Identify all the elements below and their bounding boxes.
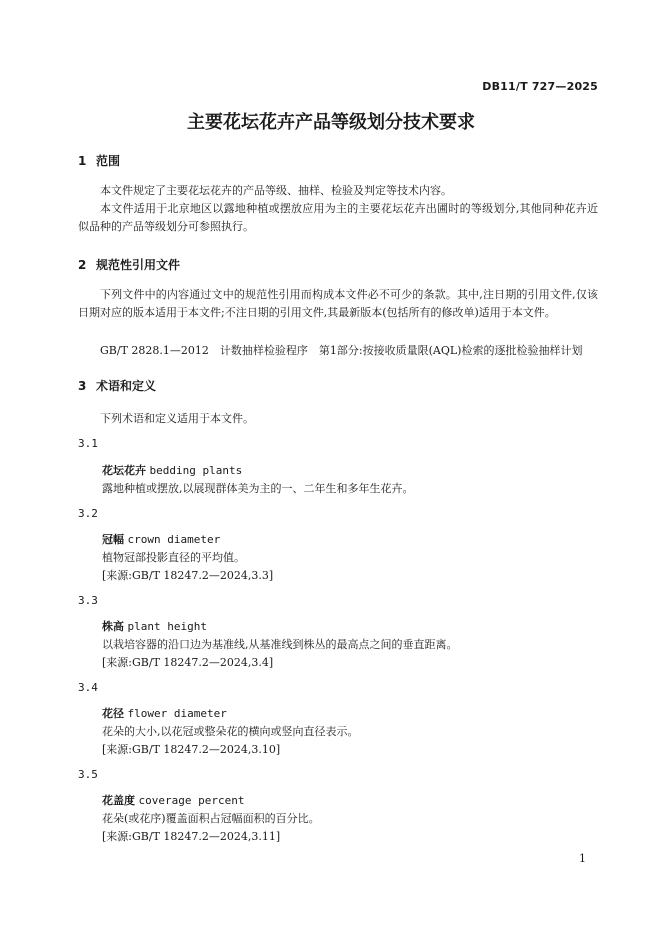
- term-zh: 花坛花卉: [102, 464, 146, 477]
- section-1-heading: [78, 152, 120, 169]
- page-number: 1: [579, 852, 586, 865]
- term-entry: [102, 792, 244, 808]
- term-definition: 花朵的大小,以花冠或整朵花的横向或竖向直径表示。: [102, 725, 359, 738]
- document-number: DB11/T 727—2025: [482, 80, 598, 93]
- term-source: [来源:GB/T 18247.2—2024,3.11]: [102, 830, 281, 843]
- document-title: 主要花坛花卉产品等级划分技术要求: [187, 112, 475, 133]
- section-number: 3: [78, 379, 87, 393]
- section-2-heading: [78, 256, 180, 273]
- term-en: bedding plants: [149, 464, 243, 477]
- term-definition: 植物冠部投影直径的平均值。: [102, 551, 245, 564]
- term-number: 3.1: [78, 437, 98, 450]
- term-en: flower diameter: [127, 707, 227, 720]
- term-entry: [102, 462, 242, 478]
- term-zh: 花径: [102, 707, 124, 720]
- term-definition: 以栽培容器的沿口边为基准线,从基准线到株丛的最高点之间的垂直距离。: [102, 638, 458, 651]
- term-source: [来源:GB/T 18247.2—2024,3.10]: [102, 743, 281, 756]
- term-en: coverage percent: [138, 794, 245, 807]
- term-entry: [102, 618, 207, 634]
- paragraph: 下列术语和定义适用于本文件。: [100, 412, 254, 425]
- section-title: 范围: [96, 154, 121, 168]
- term-number: 3.2: [78, 507, 98, 520]
- term-en: plant height: [127, 620, 207, 633]
- term-source: [来源:GB/T 18247.2—2024,3.3]: [102, 569, 274, 582]
- section-number: 2: [78, 258, 87, 272]
- paragraph: 本文件规定了主要花坛花卉的产品等级、抽样、检验及判定等技术内容。: [100, 184, 452, 197]
- term-source: [来源:GB/T 18247.2—2024,3.4]: [102, 656, 274, 669]
- section-number: 1: [78, 154, 87, 168]
- section-title: 术语和定义: [96, 379, 157, 393]
- term-zh: 冠幅: [102, 533, 124, 546]
- term-entry: [102, 531, 220, 547]
- paragraph: 本文件适用于北京地区以露地种植或摆放应用为主的主要花坛花卉出圃时的等级划分,其他同种花卉近似品种的产品等级划分可参照执行。: [78, 202, 598, 233]
- term-zh: 花盖度: [102, 794, 135, 807]
- term-number: 3.3: [78, 594, 98, 607]
- term-number: 3.4: [78, 681, 98, 694]
- section-title: 规范性引用文件: [96, 258, 181, 272]
- term-definition: 花朵(或花序)覆盖面积占冠幅面积的百分比。: [102, 812, 320, 825]
- term-zh: 株高: [102, 620, 124, 633]
- paragraph: 下列文件中的内容通过文中的规范性引用而构成本文件必不可少的条款。其中,注日期的引用文件,仅该日期对应的版本适用于本文件;不注日期的引用文件,其最新版本(包括所有的修改单)适用于本文件。: [78, 288, 598, 319]
- normative-reference: GB/T 2828.1—2012 计数抽样检验程序 第1部分:按接收质量限(AQL)检索的逐批检验抽样计划: [100, 344, 583, 357]
- term-number: 3.5: [78, 768, 98, 781]
- term-definition: 露地种植或摆放,以展现群体美为主的一、二年生和多年生花卉。: [102, 482, 414, 495]
- section-3-heading: [78, 377, 156, 394]
- term-en: crown diameter: [127, 533, 221, 546]
- term-entry: [102, 705, 227, 721]
